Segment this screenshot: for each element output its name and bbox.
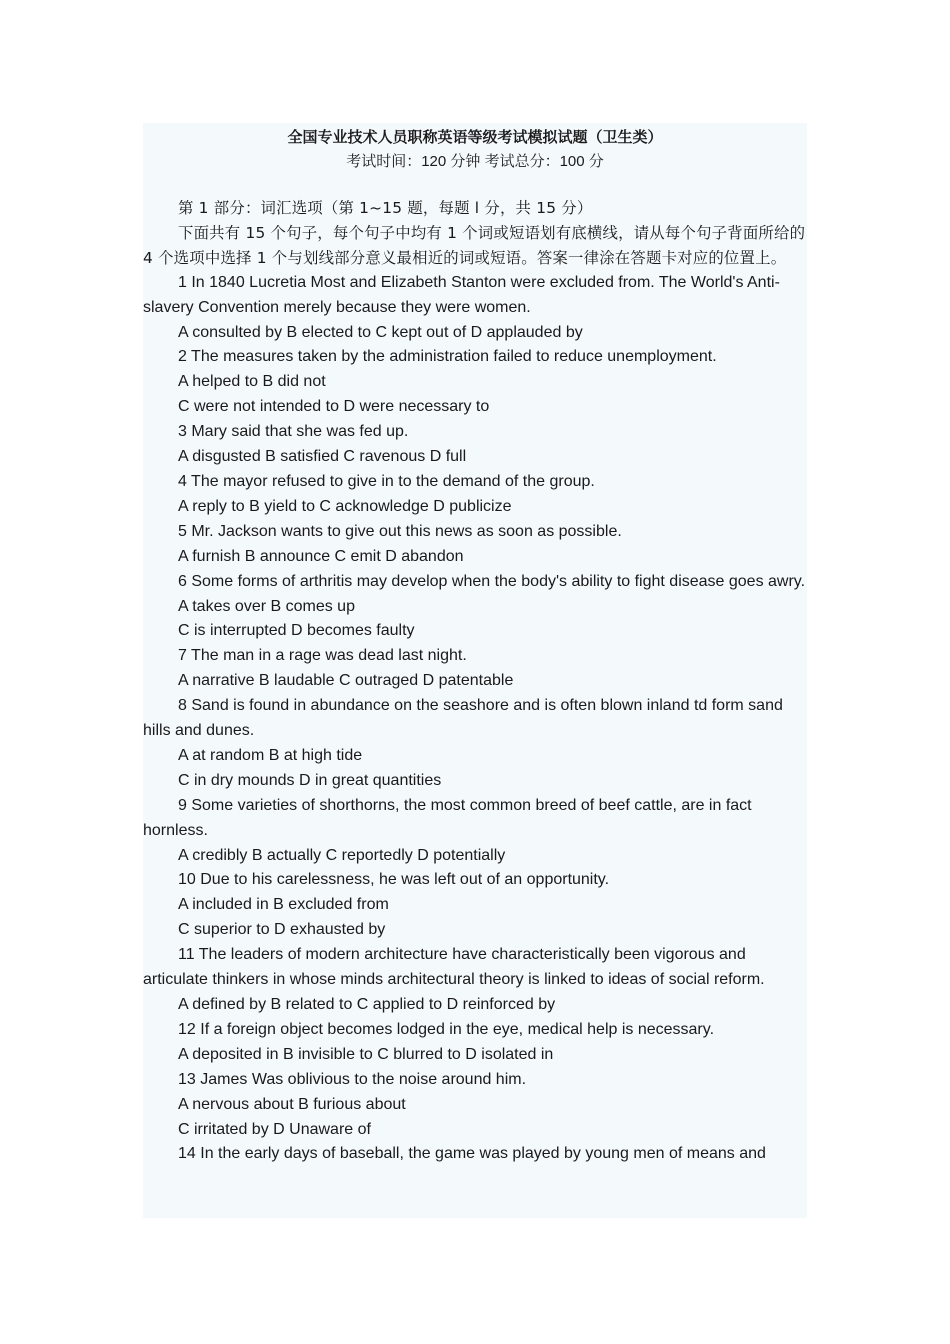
question-text: 13 James Was oblivious to the noise around him. [178, 1070, 527, 1088]
document-body [143, 196, 807, 1167]
question-text: 5 Mr. Jackson wants to give out this news as soon as possible. [178, 522, 622, 540]
question-text: 14 In the early days of baseball, the game was played by young men of means and [178, 1145, 766, 1163]
question-text: 7 The man in a rage was dead last night. [178, 647, 467, 665]
answer-options: A furnish B announce C emit D abandon [178, 547, 464, 565]
answer-options: A included in B excluded from [178, 896, 389, 914]
answer-options: A deposited in B invisible to C blurred to D isolated in [178, 1045, 554, 1063]
answer-options: A takes over B comes up [178, 597, 355, 615]
answer-options: C is interrupted D becomes faulty [178, 622, 415, 640]
question-text: 12 If a foreign object becomes lodged in the eye, medical help is necessary. [178, 1020, 715, 1038]
section-instructions: 下面共有 15 个句子，每个句子中均有 1 个词或短语划有底横线，请从每个句子背面所给的 4 个选项中选择 1 个与划线部分意义最相近的词或短语。答案一律涂在答题卡对应的位置上。 [143, 223, 806, 267]
answer-options: C irritated by D Unaware of [178, 1120, 371, 1138]
question-text: 9 Some varieties of shorthorns, the most common breed of beef cattle, are in fact hornless. [143, 796, 752, 839]
question-text: 6 Some forms of arthritis may develop when the body's ability to fight disease goes awry. [178, 572, 806, 590]
answer-options: A reply to B yield to C acknowledge D publicize [178, 497, 512, 515]
answer-options: A narrative B laudable C outraged D patentable [178, 672, 514, 690]
answer-options: A helped to B did not [178, 373, 326, 391]
question-text: 2 The measures taken by the administration failed to reduce unemployment. [178, 348, 717, 366]
question-text: 3 Mary said that she was fed up. [178, 423, 409, 441]
answer-options: A consulted by B elected to C kept out of D applauded by [178, 323, 583, 341]
answer-options: A at random B at high tide [178, 746, 363, 764]
question-text: 11 The leaders of modern architecture have characteristically been vigorous and articulate thinkers in whose minds architectural theory is linked to ideas of social reform. [143, 946, 765, 989]
question-text: 4 The mayor refused to give in to the demand of the group. [178, 472, 595, 490]
answer-options: A nervous about B furious about [178, 1095, 406, 1113]
answer-options: C superior to D exhausted by [178, 921, 386, 939]
answer-options: C were not intended to D were necessary to [178, 398, 490, 416]
question-text: 1 In 1840 Lucretia Most and Elizabeth Stanton were excluded from. The World's Anti-slavery Convention merely because they were women. [143, 273, 780, 316]
question-text: 10 Due to his carelessness, he was left out of an opportunity. [178, 871, 610, 889]
answer-options: C in dry mounds D in great quantities [178, 771, 442, 789]
answer-options: A credibly B actually C reportedly D potentially [178, 846, 506, 864]
document-title: 全国专业技术人员职称英语等级考试模拟试题（卫生类） [287, 128, 663, 146]
section-heading: 第 1 部分：词汇选项（第 1~15 题，每题 l 分，共 15 分） [178, 199, 593, 217]
answer-options: A disgusted B satisfied C ravenous D full [178, 448, 467, 466]
answer-options: A defined by B related to C applied to D reinforced by [178, 996, 556, 1013]
exam-info-subtitle: 考试时间：120 分钟 考试总分：100 分 [346, 153, 604, 170]
question-text: 8 Sand is found in abundance on the seashore and is often blown inland td form sand hills and dunes. [143, 697, 783, 740]
